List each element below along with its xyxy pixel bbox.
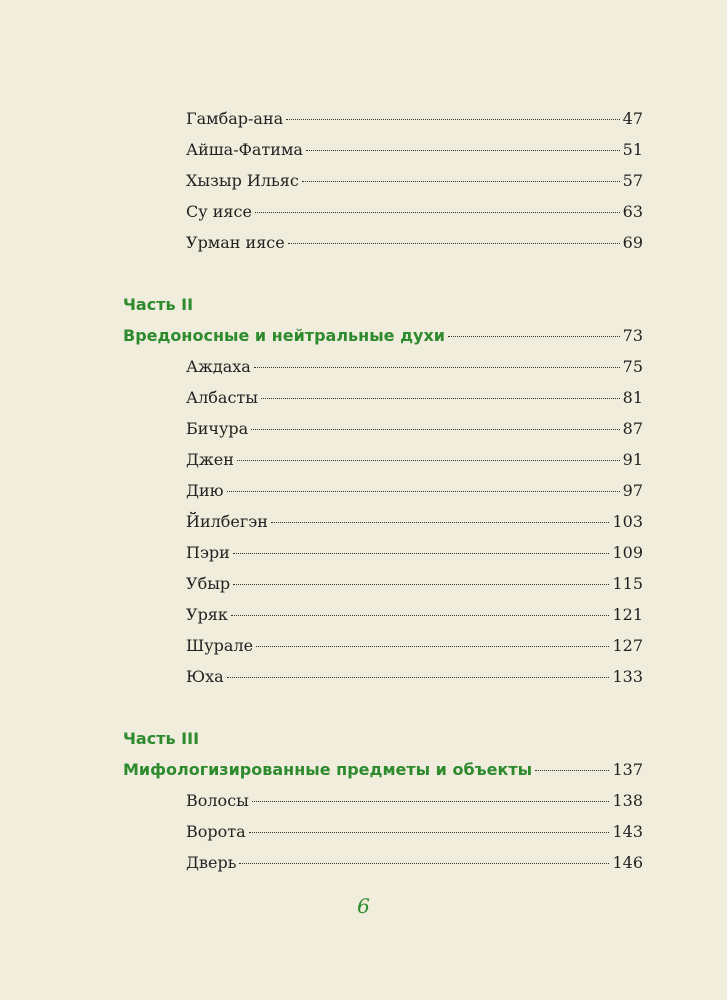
toc-entry <box>186 103 643 134</box>
part-2-title: Вредоносные и нейтральные духи <box>123 326 445 345</box>
toc-entry <box>186 816 643 847</box>
toc-entry-page: 146 <box>612 853 643 872</box>
toc-entry <box>186 165 643 196</box>
toc-entry-title: Шурале <box>186 636 254 655</box>
part-2-page: 73 <box>622 326 643 345</box>
toc-entry <box>186 134 643 165</box>
toc-entry <box>186 847 643 878</box>
leader-dots <box>255 212 620 213</box>
part-3-title: Мифологизированные предметы и объекты <box>123 760 533 779</box>
toc-entry <box>186 196 643 227</box>
toc-entry-title: Дверь <box>186 853 237 872</box>
toc-entry-page: 97 <box>622 481 643 500</box>
toc-entry-page: 69 <box>622 233 643 252</box>
spacer <box>123 692 643 723</box>
toc-entry <box>186 444 643 475</box>
toc-entry-title: Су иясе <box>186 202 252 221</box>
toc-entry-title: Бичура <box>186 419 249 438</box>
toc-entry-page: 103 <box>612 512 643 531</box>
toc-entry-title: Гамбар-ана <box>186 109 284 128</box>
toc-entry-page: 127 <box>612 636 643 655</box>
part-3-heading <box>123 754 643 785</box>
toc-entry-title: Убыр <box>186 574 231 593</box>
leader-dots <box>249 832 610 833</box>
toc-entry <box>186 413 643 444</box>
part-2-heading <box>123 320 643 351</box>
leader-dots <box>233 584 609 585</box>
toc-entry-page: 133 <box>612 667 643 686</box>
toc-entry <box>186 568 643 599</box>
toc-entry <box>186 537 643 568</box>
leader-dots <box>252 801 610 802</box>
toc-entry-title: Джен <box>186 450 234 469</box>
spacer <box>123 258 643 289</box>
leader-dots <box>227 491 620 492</box>
leader-dots <box>288 243 620 244</box>
leader-dots <box>254 367 620 368</box>
toc-entry-title: Урман иясе <box>186 233 285 252</box>
toc-entry-title: Айша-Фатима <box>186 140 303 159</box>
leader-dots <box>261 398 620 399</box>
toc-entry-title: Аждаха <box>186 357 251 376</box>
page-number: 6 <box>357 894 370 918</box>
toc-entry-title: Дию <box>186 481 224 500</box>
toc-entry <box>186 475 643 506</box>
toc-entry-page: 63 <box>622 202 643 221</box>
part-2-label: Часть II <box>123 295 194 314</box>
toc-entry <box>186 506 643 537</box>
toc-entry-page: 51 <box>622 140 643 159</box>
leader-dots <box>237 460 620 461</box>
toc-entry <box>186 661 643 692</box>
toc-entry <box>186 351 643 382</box>
leader-dots <box>227 677 610 678</box>
toc-entry-page: 109 <box>612 543 643 562</box>
leader-dots <box>239 863 609 864</box>
toc-entry <box>186 599 643 630</box>
part-3-label: Часть III <box>123 729 200 748</box>
toc-entry <box>186 382 643 413</box>
toc-entry-page: 138 <box>612 791 643 810</box>
leader-dots <box>231 615 610 616</box>
toc-entry-page: 87 <box>622 419 643 438</box>
leader-dots <box>448 336 620 337</box>
leader-dots <box>306 150 620 151</box>
toc-entry-title: Албасты <box>186 388 258 407</box>
toc-entry-title: Йилбегэн <box>186 512 268 531</box>
toc-entry-page: 91 <box>622 450 643 469</box>
toc-entry-page: 81 <box>622 388 643 407</box>
leader-dots <box>535 770 609 771</box>
table-of-contents <box>123 103 643 878</box>
leader-dots <box>302 181 620 182</box>
toc-entry-title: Ворота <box>186 822 246 841</box>
toc-entry-title: Хызыр Ильяс <box>186 171 299 190</box>
leader-dots <box>256 646 609 647</box>
leader-dots <box>233 553 610 554</box>
toc-entry-page: 47 <box>622 109 643 128</box>
toc-entry <box>186 227 643 258</box>
toc-entry-page: 75 <box>622 357 643 376</box>
toc-entry-page: 57 <box>622 171 643 190</box>
toc-entry-title: Пэри <box>186 543 230 562</box>
leader-dots <box>286 119 620 120</box>
toc-entry <box>186 630 643 661</box>
toc-entry-title: Волосы <box>186 791 249 810</box>
toc-entry <box>186 785 643 816</box>
toc-entry-page: 143 <box>612 822 643 841</box>
toc-entry-page: 115 <box>612 574 643 593</box>
leader-dots <box>251 429 619 430</box>
toc-entry-title: Уряк <box>186 605 228 624</box>
part-3-page: 137 <box>612 760 643 779</box>
toc-entry-title: Юха <box>186 667 224 686</box>
toc-entry-page: 121 <box>612 605 643 624</box>
leader-dots <box>271 522 610 523</box>
